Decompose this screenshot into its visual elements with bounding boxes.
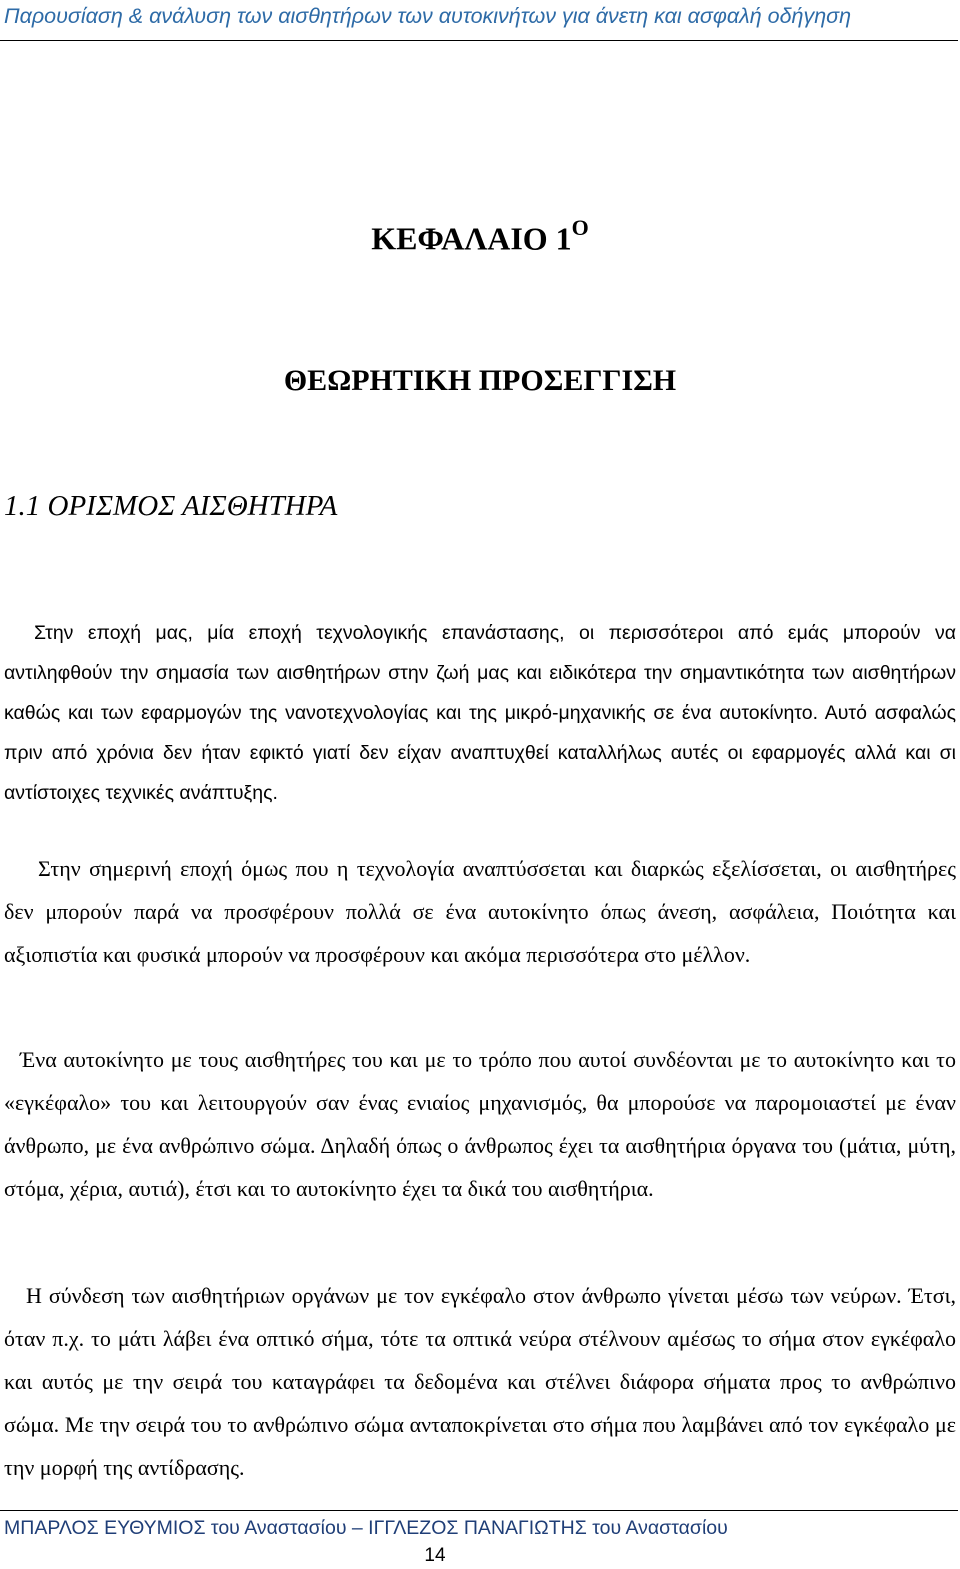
- chapter-title-text: ΚΕΦΑΛΑΙΟ 1: [371, 220, 572, 257]
- subsection-title: 1.1 ΟΡΙΣΜΟΣ ΑΙΣΘΗΤΗΡΑ: [4, 490, 338, 522]
- running-header: Παρουσίαση & ανάλυση των αισθητήρων των αυτοκινήτων για άνετη και ασφαλή οδήγηση: [4, 4, 852, 28]
- paragraph-2: Στην σημερινή εποχή όμως που η τεχνολογία αναπτύσσεται και διαρκώς εξελίσσεται, οι αισθητήρες δεν μπορούν παρά να προσφέρουν πολλά σε ένα αυτοκίνητο όπως άνεση, ασφάλεια, Ποιότητα και αξιοπιστία και φυσικά μπορούν να προσφέρουν και ακόμα περισσότερα στο μέλλον.: [4, 856, 956, 967]
- paragraph-4: Η σύνδεση των αισθητήριων οργάνων με τον εγκέφαλο στον άνθρωπο γίνεται μέσω των νεύρων. Έτσι, όταν π.χ. το μάτι λάβει ένα οπτικό σήμα, τότε τα οπτικά νεύρα στέλνουν αμέσως το σήμα στον εγκέφαλο και αυτός με την σειρά του καταγράφει τα δεδομένα και στέλνει διάφορα σήματα προς το ανθρώπινο σώμα. Με την σειρά του το ανθρώπινο σώμα ανταποκρίνεται στο σήμα που λαμβάνει από τον εγκέφαλο με την μορφή της αντίδρασης.: [4, 1283, 956, 1480]
- header-divider: [0, 40, 958, 41]
- section-title: ΘΕΩΡΗΤΙΚΗ ΠΡΟΣΕΓΓΙΣΗ: [283, 364, 677, 397]
- page-number: 14: [424, 1545, 446, 1566]
- chapter-title: [0, 215, 960, 258]
- footer-divider: [0, 1510, 958, 1511]
- footer-authors: ΜΠΑΡΛΟΣ ΕΥΘΥΜΙΟΣ του Αναστασίου – ΙΓΓΛΕΖΟΣ ΠΑΝΑΓΙΩΤΗΣ του Αναστασίου: [4, 1517, 728, 1539]
- chapter-title-superscript: Ο: [571, 215, 589, 240]
- paragraph-3: Ένα αυτοκίνητο με τους αισθητήρες του και με το τρόπο που αυτοί συνδέονται με το αυτοκίνητο και το «εγκέφαλο» του και λειτουργούν σαν ένας ενιαίος μηχανισμός, θα μπορούσε να παρομοιαστεί με έναν άνθρωπο, με ένα ανθρώπινο σώμα. Δηλαδή όπως ο άνθρωπος έχει τα αισθητήρια όργανα του (μάτια, μύτη, στόμα, χέρια, αυτιά), έτσι και το αυτοκίνητο έχει τα δικά του αισθητήρια.: [4, 1047, 956, 1201]
- paragraph-1: Στην εποχή μας, μία εποχή τεχνολογικής επανάστασης, οι περισσότεροι από εμάς μπορούν να αντιληφθούν την σημασία των αισθητήρων στην ζωή μας και ειδικότερα την σημαντικότητα των αισθητήρων καθώς και των εφαρμογών της νανοτεχνολογίας και της μικρό-μηχανικής σε ένα αυτοκίνητο. Αυτό ασφαλώς πριν από χρόνια δεν ήταν εφικτό γιατί δεν είχαν αναπτυχθεί καταλλήλως αυτές οι εφαρμογές αλλά και σι αντίστοιχες τεχνικές ανάπτυξης.: [4, 622, 956, 804]
